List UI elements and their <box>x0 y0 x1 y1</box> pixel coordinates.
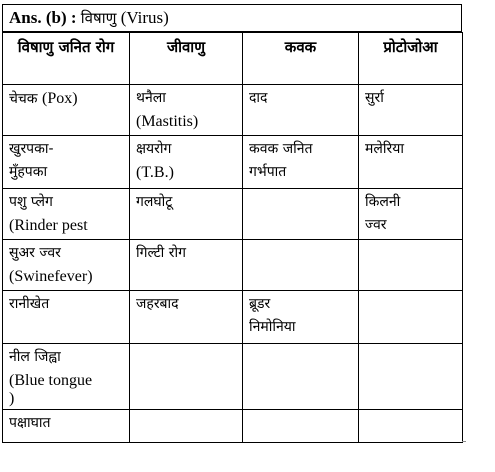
cell-line: जहरबाद <box>136 296 179 312</box>
cell-bacterial <box>130 136 243 189</box>
header-fungus: कवक <box>243 33 359 85</box>
table-row <box>3 85 463 136</box>
cell-fungal <box>243 410 359 443</box>
cell-fungal <box>243 136 359 189</box>
cell-viral <box>3 291 130 344</box>
cell-protozoal <box>359 240 463 291</box>
cell-line: सुर्रा <box>365 90 384 106</box>
cell-protozoal <box>359 344 463 410</box>
answer-frame <box>2 4 462 443</box>
cell-line: चेचक <box>9 91 38 107</box>
cell-line: ज्वर <box>365 217 387 233</box>
cell-protozoal <box>359 85 463 136</box>
answer-english: (Virus) <box>120 8 169 27</box>
table-row <box>3 344 463 410</box>
cell-bacterial <box>130 410 243 443</box>
cell-line: गलघोटू <box>136 194 173 210</box>
cell-fungal <box>243 344 359 410</box>
cell-bacterial <box>130 189 243 240</box>
cell-fungal <box>243 189 359 240</box>
cell-line: मलेरिया <box>365 141 404 157</box>
cell-line: (Rinder pest <box>9 217 88 234</box>
header-viral-disease: विषाणु जनित रोग <box>3 33 130 85</box>
answer-label: Ans. (b) : <box>9 8 77 27</box>
cell-line: नील जिह्वा <box>9 349 61 365</box>
header-bacteria: जीवाणु <box>130 33 243 85</box>
cell-line: (Swinefever) <box>9 268 93 285</box>
cell-bacterial <box>130 344 243 410</box>
disease-table <box>2 32 463 443</box>
corner-mark <box>462 441 466 442</box>
cell-line: (Pox) <box>42 90 78 107</box>
header-protozoa: प्रोटोजोआ <box>359 33 463 85</box>
cell-line: ) <box>9 390 15 407</box>
cell-line: गर्भपात <box>249 164 287 180</box>
cell-viral <box>3 240 130 291</box>
header-row <box>3 33 463 85</box>
cell-line: (Mastitis) <box>136 113 199 130</box>
cell-fungal <box>243 240 359 291</box>
answer-hindi: विषाणु <box>80 9 117 27</box>
cell-viral <box>3 85 130 136</box>
table-row <box>3 136 463 189</box>
cell-line: (T.B.) <box>136 164 174 181</box>
cell-protozoal <box>359 136 463 189</box>
cell-fungal <box>243 291 359 344</box>
cell-fungal <box>243 85 359 136</box>
cell-viral <box>3 136 130 189</box>
cell-bacterial <box>130 85 243 136</box>
cell-viral <box>3 189 130 240</box>
cell-line: थनैला <box>136 90 166 106</box>
cell-line: सुअर ज्वर <box>9 245 61 261</box>
cell-protozoal <box>359 291 463 344</box>
table-row <box>3 410 463 443</box>
cell-line: (Blue tongue <box>9 372 93 389</box>
cell-line: गिल्टी रोग <box>136 245 186 261</box>
cell-line: दाद <box>249 90 268 106</box>
answer-heading <box>2 4 462 32</box>
table-row <box>3 291 463 344</box>
table-row <box>3 240 463 291</box>
cell-line: मुँहपका <box>9 164 48 180</box>
table-row <box>3 189 463 240</box>
cell-line: किलनी <box>365 194 401 210</box>
cell-line: ब्रूडर <box>249 296 271 312</box>
cell-line: निमोनिया <box>249 319 296 335</box>
cell-line: क्षयरोग <box>136 141 172 157</box>
cell-line: कवक जनित <box>249 141 313 157</box>
cell-line: रानीखेत <box>9 296 50 312</box>
cell-bacterial <box>130 291 243 344</box>
cell-line: पशु प्लेग <box>9 194 53 210</box>
cell-viral <box>3 344 130 410</box>
cell-viral <box>3 410 130 443</box>
cell-bacterial <box>130 240 243 291</box>
cell-protozoal <box>359 410 463 443</box>
cell-line: पक्षाघात <box>9 415 51 431</box>
cell-protozoal <box>359 189 463 240</box>
cell-line: खुरपका- <box>9 141 54 157</box>
